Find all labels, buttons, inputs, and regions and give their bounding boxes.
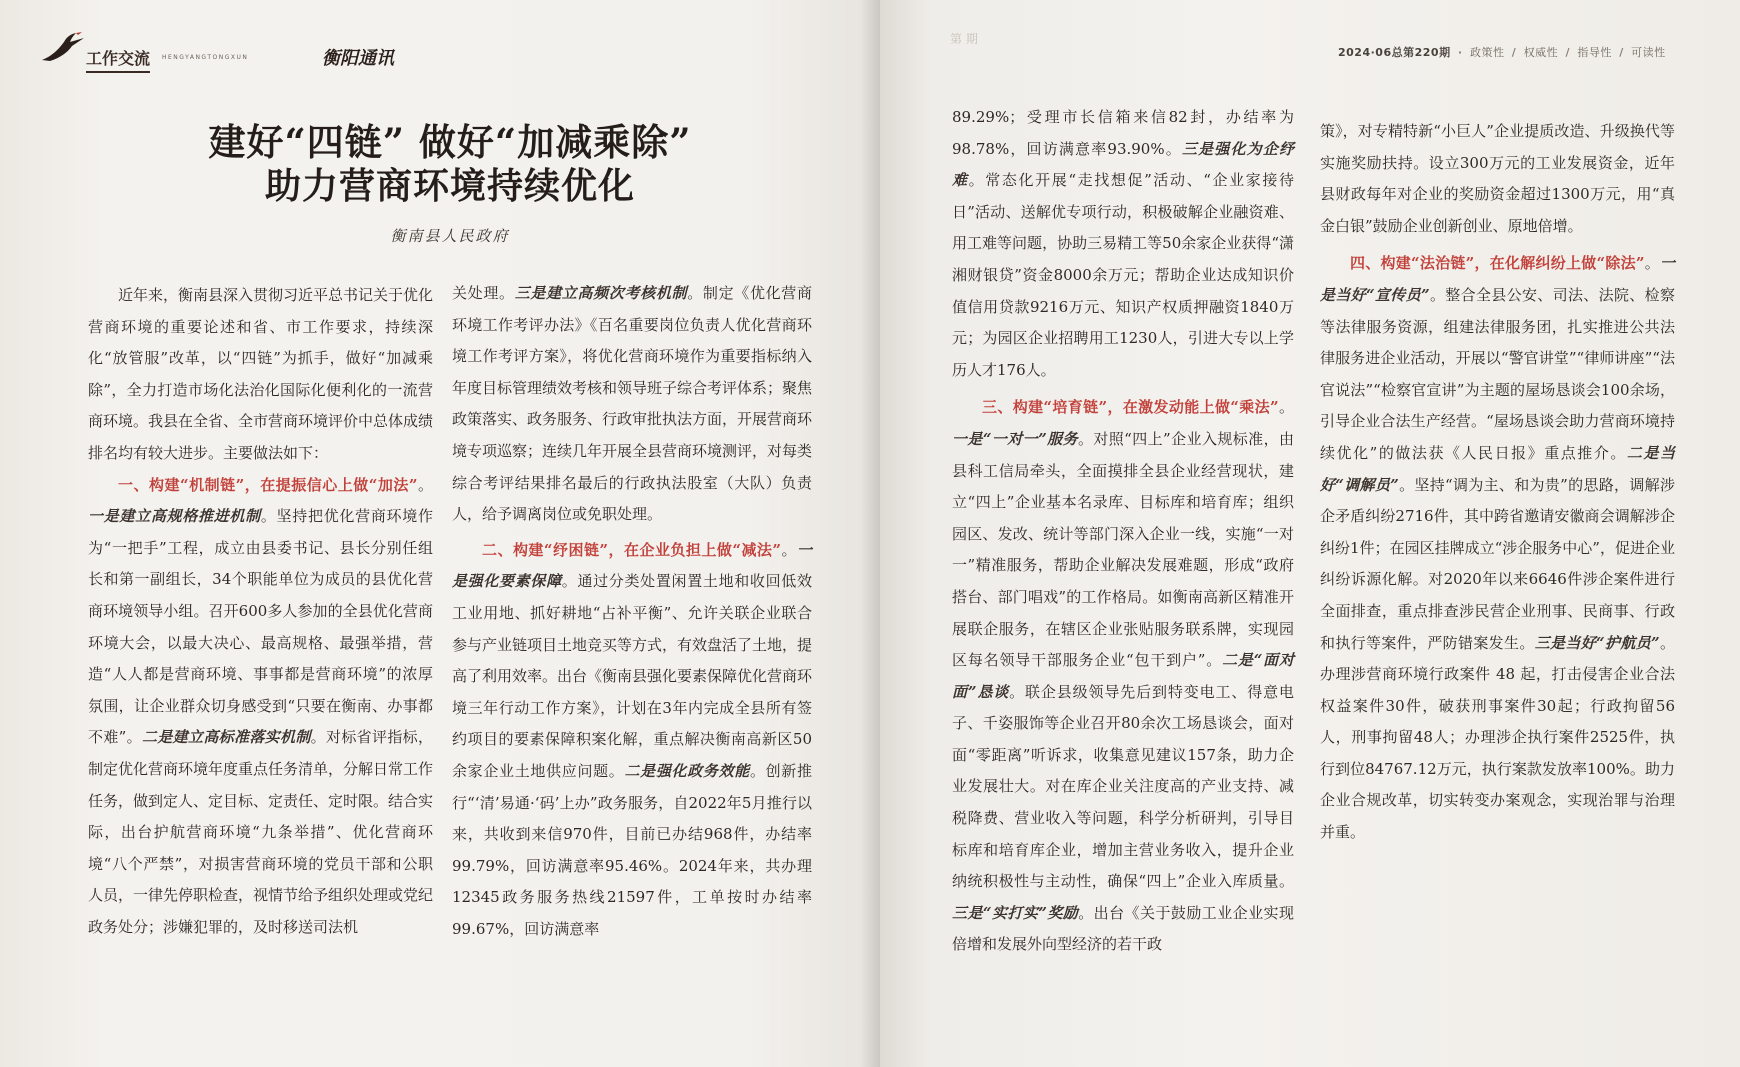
continued-paragraph <box>952 102 1294 386</box>
point-heading: 三是当好“护航员” <box>1534 633 1660 652</box>
swallow-icon <box>40 30 88 66</box>
body-text: 。坚持把优化营商环境作为“一把手”工程，成立由县委书记、县长分别任组长和第一副组长，34个职能单位为成员的县优化营商环境领导小组。召开600多人参加的全县优化营商环境大会，以最大决心、最高规格、最强举措，营造“人人都是营商环境、事事都是营商环境”的浓厚氛围，让企业群众切身感受到“只要在衡南、办事都不难”。 <box>88 507 433 747</box>
section-heading-3: 三、构建“培育链”，在激发动能上做“乘法” <box>982 398 1279 417</box>
point-heading: 一是强化要素保障 <box>452 540 812 591</box>
body-text: 。对标省评指标，制定优化营商环境年度重点任务清单，分解日常工作任务，做到定人、定目标、定责任、定时限。结合实际，出台护航营商环境“九条举措”、优化营商环境“八个严禁”，对损害营商环境的党员干部和公职人员，一律先停职检查，视情节给予组织处理或党纪政务处分；涉嫌犯罪的，及时移送司法机 <box>88 728 434 936</box>
point-heading: 一是当好“宣传员” <box>1320 254 1675 304</box>
heading-punct: 。 <box>1278 398 1294 417</box>
header-tag: 权威性 <box>1523 46 1559 59</box>
body-text: 。创新推行“‘清’易通·‘码’上办”政务服务，自2022年5月推行以来，共收到来信970件，目前已办结968件，办结率99.79%，回访满意率95.46%。2024年来，共办理12345政务服务热线21597件，工单按时办结率99.67%，回访满意率 <box>452 761 812 938</box>
body-text: 。制定《优化营商环境工作考评办法》《百名重要岗位负责人优化营商环境工作考评方案》，将优化营商环境作为重要指标纳入年度目标管理绩效考核和领导班子综合考评体系；聚焦政策落实、政务服务、行政审批执法方面，开展营商环境专项巡察；连续几年开展全县营商环境测评，对每类综合考评结果排名最后的行政执法股室（大队）负责人，给予调离岗位或免职处理。 <box>452 284 813 524</box>
section-heading-2: 二、构建“纾困链”，在企业负担上做“减法” <box>482 540 782 559</box>
article-title-line1: 建好“四链” 做好“加减乘除” <box>208 120 692 164</box>
point-heading: 二是强化政务效能 <box>624 761 750 780</box>
section-1-paragraph <box>88 470 433 944</box>
heading-punct: 。 <box>1644 254 1660 273</box>
header-separator: / <box>1565 46 1571 59</box>
body-text: 。通过分类处置闲置土地和收回低效工业用地、抓好耕地“占补平衡”、允许关联企业联合参与产业链项目土地竞买等方式，有效盘活了土地，提高了利用效率。出台《衡南县强化要素保障优化营商环境三年行动工作方案》，计划在3年内完成全县所有签约项目的要素保障积案化解，重点解决衡南高新区50余家企业土地供应问题。 <box>452 572 813 780</box>
point-heading: 三是建立高频次考核机制 <box>514 284 688 302</box>
body-text: 。常态化开展“走找想促”活动、“企业家接待日”活动、送解优专项行动，积极破解企业融资难、用工难等问题，协助三易精工等50余家企业获得“潇湘财银贷”资金8000余万元；帮助企业达成知识价值信用贷款9216万元、知识产权质押融资1840万元；为园区企业招聘用工1230人，引进大专以上学历人才176人。 <box>952 171 1294 379</box>
body-text: 策》，对专精特新“小巨人”企业提质改造、升级换代等实施奖励扶持。设立300万元的工业发展资金，近年县财政每年对企业的奖励资金超过1300万元，用“真金白银”鼓励企业创新创业、原地倍增。 <box>1320 122 1675 235</box>
magazine-logo: 衡阳通讯 <box>322 48 394 69</box>
header-tag: 政策性 <box>1469 46 1505 59</box>
point-heading: 二是“面对面”恳谈 <box>952 651 1294 701</box>
right-page-header <box>1338 44 1666 60</box>
right-column-2 <box>1320 116 1675 849</box>
header-tag: 指导性 <box>1577 46 1612 59</box>
article-title-line2: 助力营商环境持续优化 <box>264 165 635 207</box>
article-byline: 衡南县人民政府 <box>390 227 510 245</box>
header-separator: / <box>1511 46 1517 59</box>
point-heading: 三是强化为企纾难 <box>952 139 1294 190</box>
issue-label: 2024·06总第220期 <box>1338 46 1451 59</box>
left-column-2 <box>452 278 812 945</box>
point-heading: 二是当好“调解员” <box>1320 443 1675 494</box>
body-text: 。联企县级领导先后到特变电工、得意电子、千姿服饰等企业召开80余次工场恳谈会，面对面“零距离”听诉求，收集意见建议157条，助力企业发展壮大。对在库企业关注度高的产业支持、减税降费、营业收入等问题，科学分析研判，引导目标库和培育库企业，增加主营业务收入，提升企业纳统积极性与主动性，确保“四上”企业入库质量。 <box>952 682 1294 891</box>
body-text: 。对照“四上”企业入规标准，由县科工信局牵头，全面摸排全县企业经营现状，建立“四上”企业基本名录库、目标库和培育库；组织园区、发改、统计等部门深入企业一线，实施“一对一”精准服务，帮助企业解决发展难题，形成“政府搭台、部门唱戏”的工作格局。如衡南高新区精准开展联企服务，在辖区企业张贴服务联系牌，实现园区每名领导干部服务企业“包干到户”。 <box>952 429 1294 670</box>
left-page-header <box>40 30 460 72</box>
body-text: 。出台《关于鼓励工业企业实现倍增和发展外向型经济的若干政 <box>952 903 1294 954</box>
right-column-1 <box>952 102 1294 961</box>
left-column-1 <box>88 280 433 943</box>
heading-punct: 。 <box>781 540 797 559</box>
point-heading: 三是“实打实”奖励 <box>952 903 1079 922</box>
point-heading: 二是建立高标准落实机制 <box>142 728 311 747</box>
continued-paragraph <box>452 278 812 531</box>
magazine-pinyin: HENGYANGTONGXUN <box>162 54 249 61</box>
heading-punct: 。 <box>417 475 433 494</box>
section-3-paragraph <box>952 392 1294 961</box>
body-text: 。办理涉营商环境行政案件 48 起，打击侵害企业合法权益案件30件，破获刑事案件30起；行政拘留56人，刑事拘留48人；办理涉企执行案件2525件，执行到位84767.12万元，执行案款发放率100%。助力企业合规改革，切实转变办案观念，实现治罪与治理并重。 <box>1320 633 1675 842</box>
intro-paragraph: 近年来，衡南县深入贯彻习近平总书记关于优化营商环境的重要论述和省、市工作要求，持续深化“放管服”改革，以“四链”为抓手，做好“加减乘除”，全力打造市场化法治化国际化便利化的一流营商环境。我县在全省、全市营商环境评价中总体成绩排名均有较大进步。主要做法如下： <box>88 286 434 462</box>
body-text: 。整合全县公安、司法、法院、检察等法律服务资源，组建法律服务团，扎实推进公共法律服务进企业活动，开展以“警官讲堂”“律师讲座”“法官说法”“检察官宣讲”为主题的屋场恳谈会100余场，引导企业合法生产经营。“屋场恳谈会助力营商环境持续优化”的做法获《人民日报》重点推介。 <box>1320 285 1675 462</box>
section-heading-4: 四、构建“法治链”，在化解纠纷上做“除法” <box>1350 254 1645 273</box>
body-text: 89.29%；受理市长信箱来信82封，办结率为98.78%，回访满意率93.90%。 <box>952 108 1294 158</box>
body-text: 。坚持“调为主、和为贵”的思路，调解涉企矛盾纠纷2716件，其中跨省邀请安徽商会调解涉企纠纷1件；在园区挂牌成立“涉企服务中心”，促进企业纠纷诉源化解。对2020年以来6646件涉企案件进行全面排查，重点排查涉民营企业刑事、民商事、行政和执行等案件，严防错案发生。 <box>1320 475 1675 652</box>
point-heading: 一是建立高规格推进机制 <box>88 507 261 526</box>
point-heading: 一是“一对一”服务 <box>952 429 1078 448</box>
faint-header: 第 期 <box>950 32 978 46</box>
header-separator: · <box>1457 46 1463 59</box>
header-separator: / <box>1619 46 1624 59</box>
header-tag: 可读性 <box>1631 46 1666 59</box>
section-4-paragraph <box>1320 248 1675 848</box>
section-2-paragraph <box>452 535 812 946</box>
section-heading-1: 一、构建“机制链”，在提振信心上做“加法” <box>118 475 418 494</box>
continued-paragraph <box>1320 116 1675 242</box>
body-text: 关处理。 <box>452 284 515 302</box>
column-tag: 工作交流 <box>86 46 150 73</box>
